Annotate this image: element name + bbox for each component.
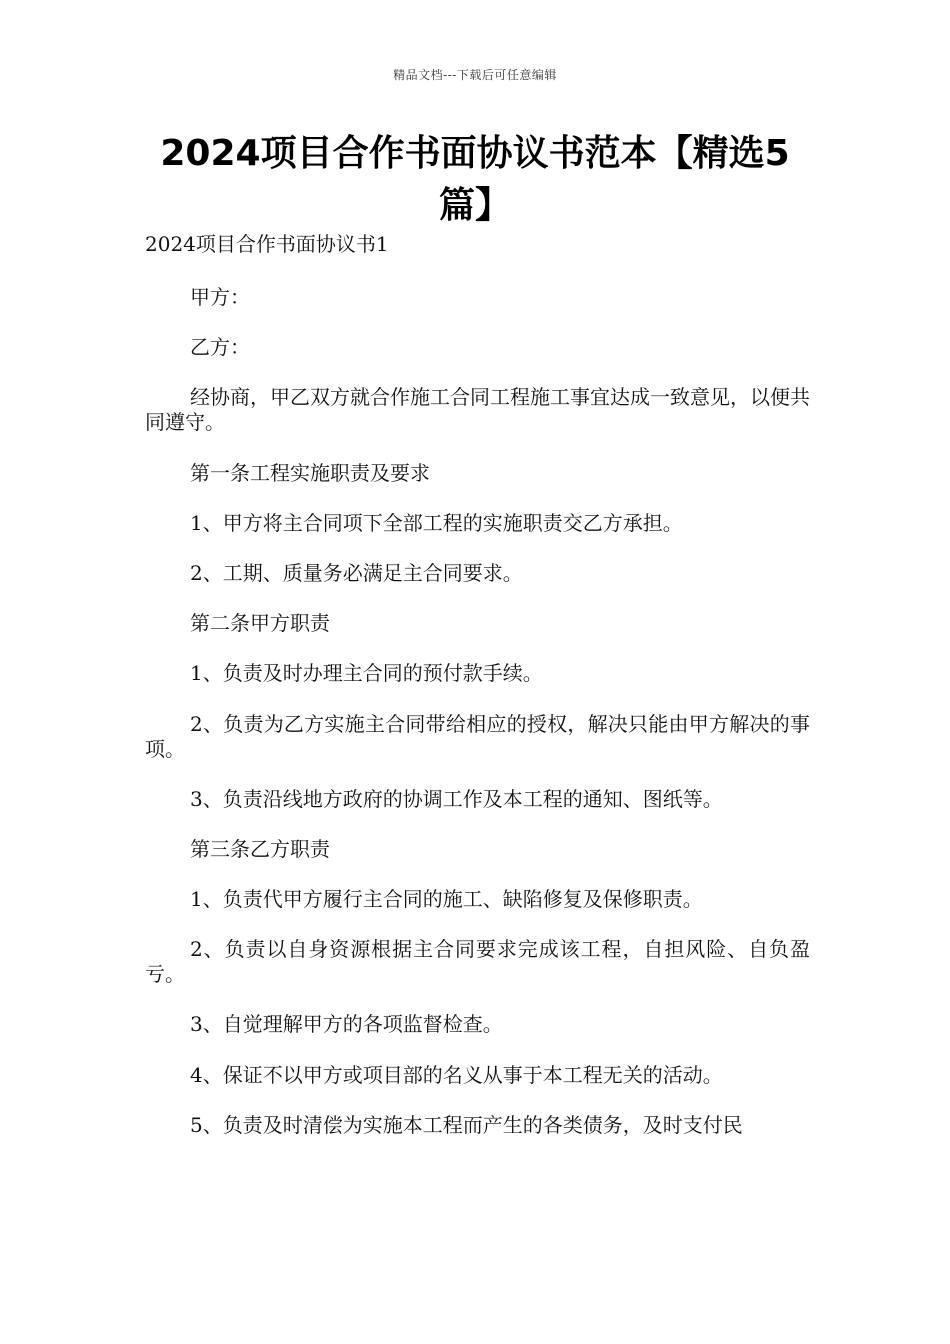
article-3-item-1: 1、负责代甲方履行主合同的施工、缺陷修复及保修职责。 — [190, 887, 703, 912]
article-3-item-4: 4、保证不以甲方或项目部的名义从事于本工程无关的活动。 — [190, 1062, 723, 1087]
article-3-heading: 第三条乙方职责 — [190, 836, 330, 861]
article-1-heading: 第一条工程实施职责及要求 — [190, 460, 430, 485]
document-title: 2024项目合作书面协议书范本【精选5篇】 — [160, 133, 790, 226]
party-b-label: 乙方： — [190, 335, 250, 360]
article-2-item-2: 2、负责为乙方实施主合同带给相应的授权，解决只能由甲方解决的事项。 — [145, 711, 810, 761]
article-1-item-2: 2、工期、质量务必满足主合同要求。 — [190, 560, 523, 585]
intro-paragraph: 经协商，甲乙双方就合作施工合同工程施工事宜达成一致意见，以便共同遵守。 — [145, 385, 810, 435]
article-3-item-5: 5、负责及时清偿为实施本工程而产生的各类债务，及时支付民 — [190, 1112, 743, 1137]
article-3-item-2: 2、负责以自身资源根据主合同要求完成该工程，自担风险、自负盈亏。 — [145, 937, 810, 987]
section-subtitle: 2024项目合作书面协议书1 — [145, 232, 389, 256]
article-2-item-1: 1、负责及时办理主合同的预付款手续。 — [190, 661, 543, 686]
document-body — [145, 232, 810, 1163]
article-2-item-3: 3、负责沿线地方政府的协调工作及本工程的通知、图纸等。 — [190, 786, 723, 811]
party-a-label: 甲方： — [190, 285, 250, 309]
article-2-heading: 第二条甲方职责 — [190, 611, 330, 636]
article-1-item-1: 1、甲方将主合同项下全部工程的实施职责交乙方承担。 — [190, 510, 683, 535]
running-header: 精品文档---下载后可任意编辑 — [393, 68, 557, 82]
article-3-item-3: 3、自觉理解甲方的各项监督检查。 — [190, 1012, 503, 1037]
